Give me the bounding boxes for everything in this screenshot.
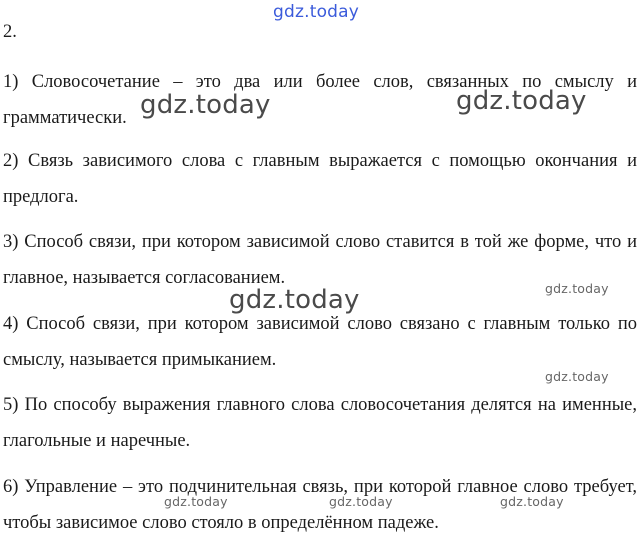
task-number: 2. bbox=[3, 22, 17, 42]
paragraph-3: 3) Способ связи, при котором зависимой слово ставится в той же форме, что и главное, называется согласованием. bbox=[3, 232, 637, 288]
watermark-large-3: gdz.today bbox=[229, 285, 360, 315]
watermark-large-2: gdz.today bbox=[456, 86, 587, 116]
watermark-small-5: gdz.today bbox=[500, 494, 564, 509]
watermark-small-4: gdz.today bbox=[329, 494, 393, 509]
paragraph-4: 4) Способ связи, при котором зависимой слово связано с главным только по смыслу, называется примыканием. bbox=[3, 314, 637, 370]
paragraph-5: 5) По способу выражения главного слова словосочетания делятся на именные, глагольные и наречные. bbox=[3, 395, 637, 451]
paragraph-1: 1) Словосочетание – это два или более слов, связанных по смыслу и грамматически. bbox=[3, 72, 637, 128]
paragraph-2: 2) Связь зависимого слова с главным выражается с помощью окончания и предлога. bbox=[3, 151, 637, 207]
watermark-top: gdz.today bbox=[273, 2, 360, 22]
watermark-small-3: gdz.today bbox=[164, 494, 228, 509]
paragraph-6: 6) Управление – это подчинительная связь, при которой главное слово требует, чтобы зависимое слово стояло в определённом падеже. bbox=[3, 477, 637, 533]
watermark-small-2: gdz.today bbox=[545, 369, 609, 384]
watermark-large-1: gdz.today bbox=[140, 90, 271, 120]
watermark-small-1: gdz.today bbox=[545, 281, 609, 296]
